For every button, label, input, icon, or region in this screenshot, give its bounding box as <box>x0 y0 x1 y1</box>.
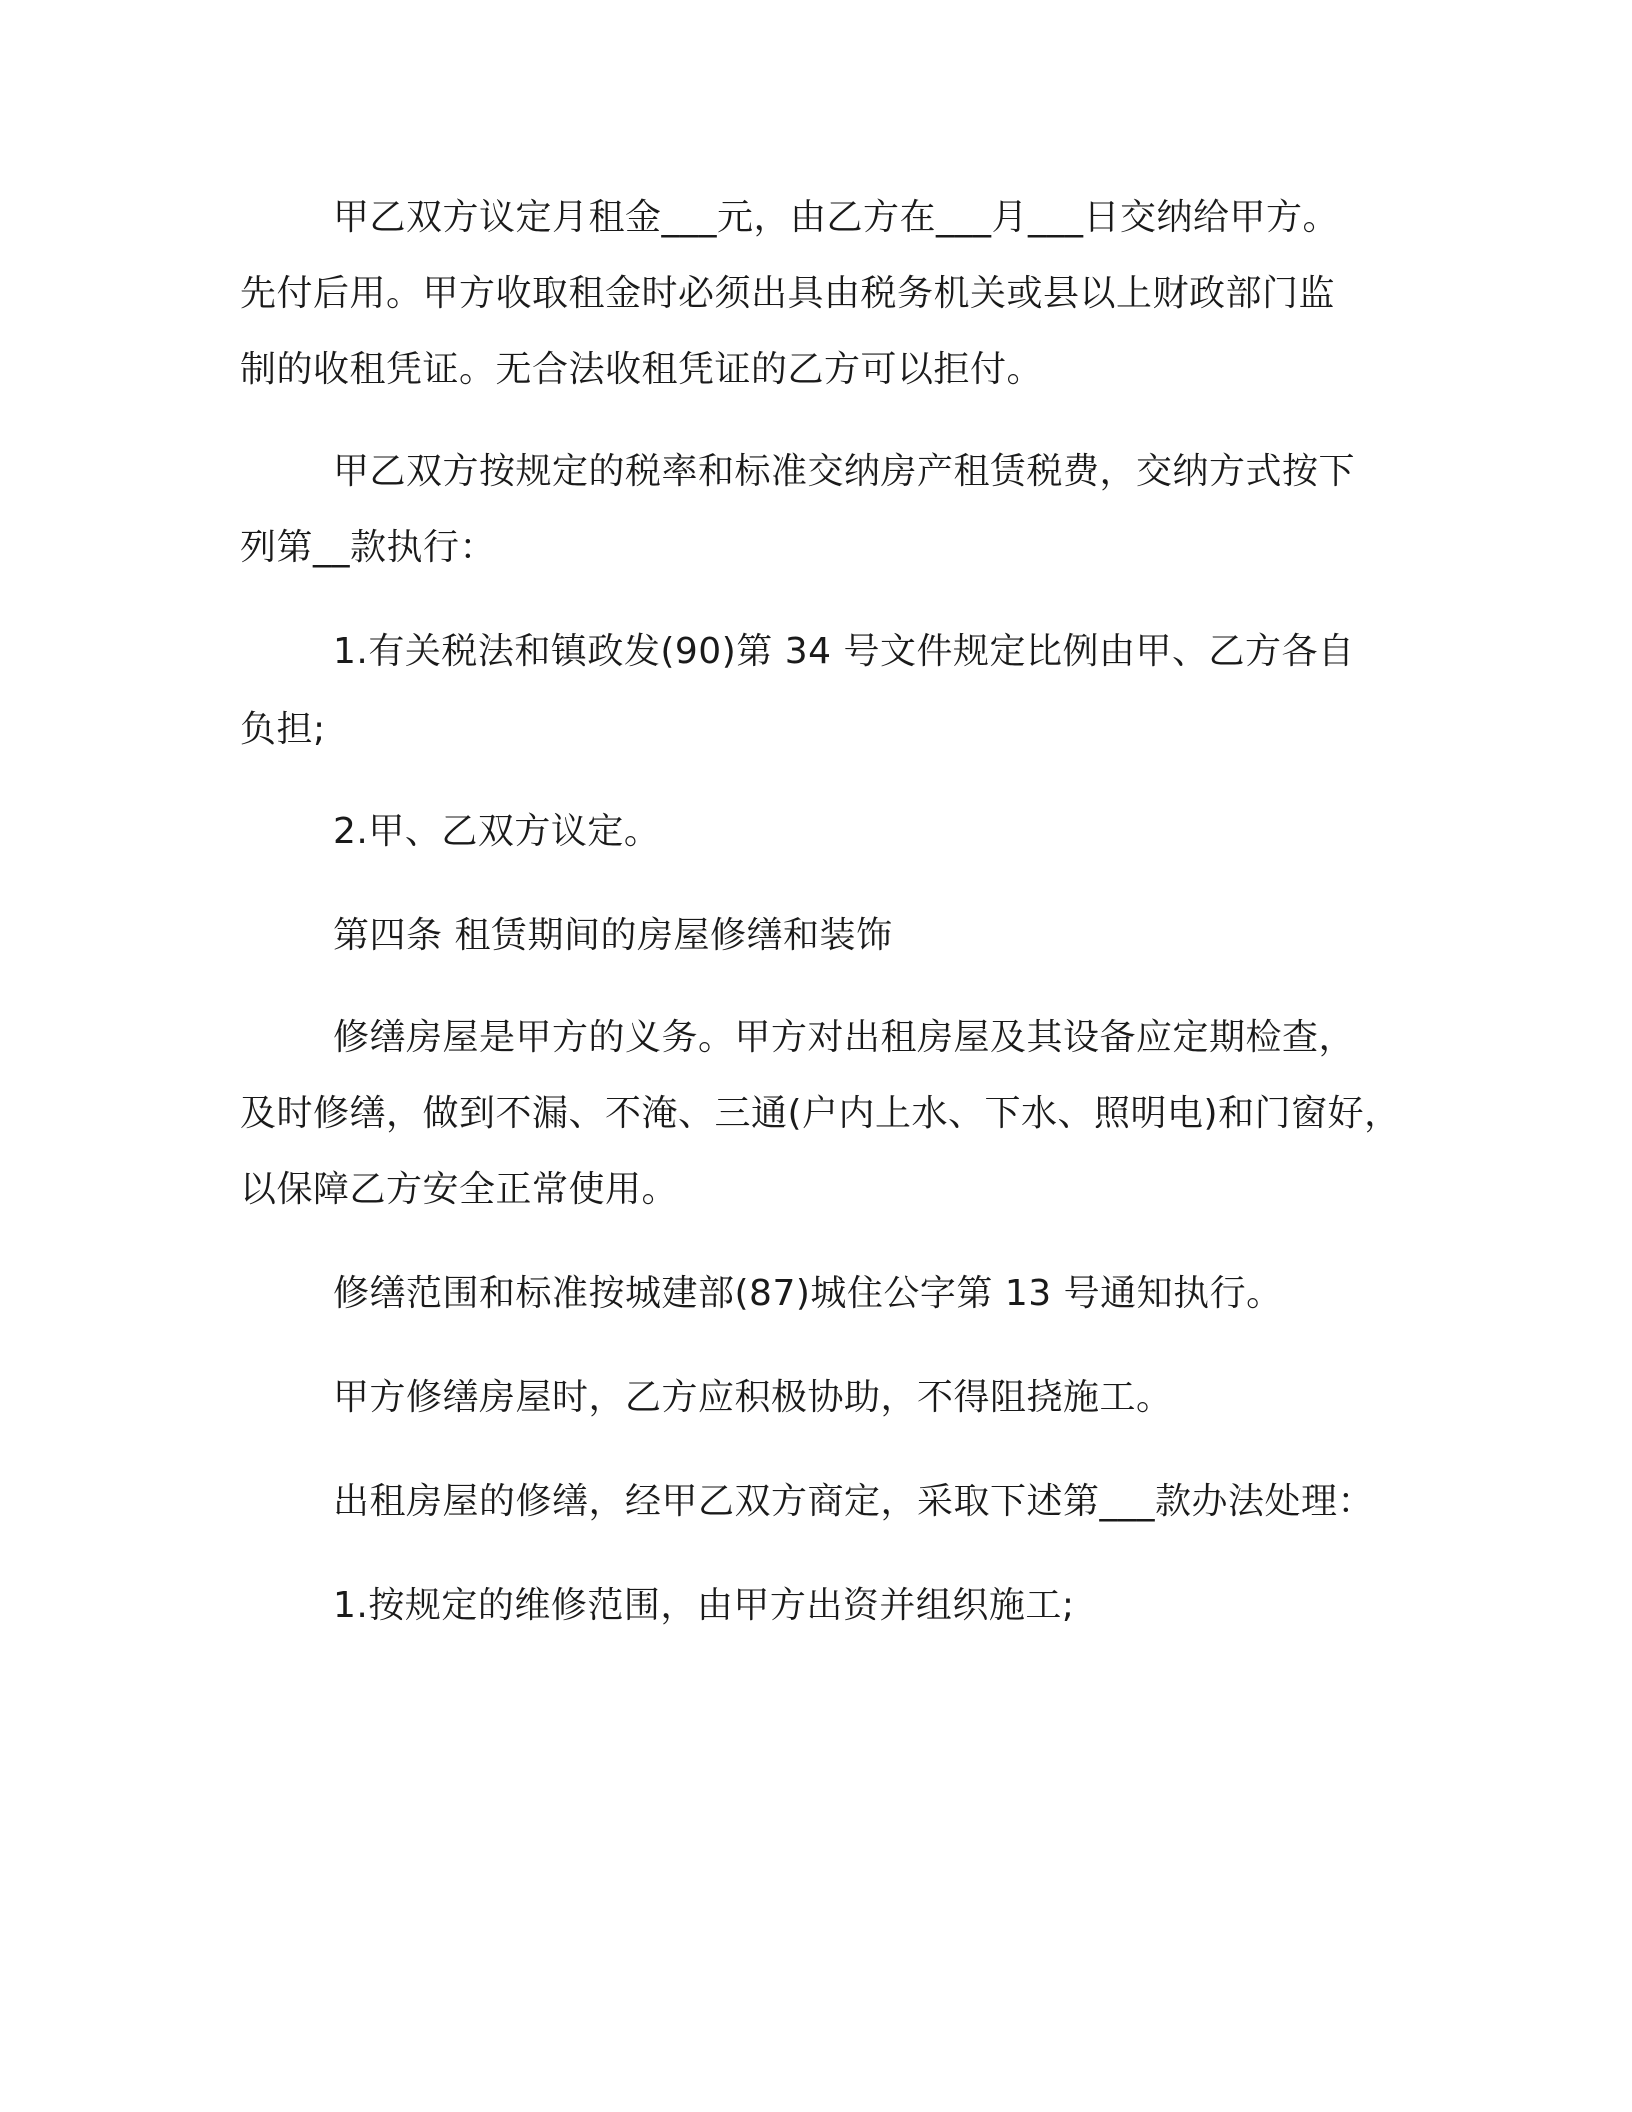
list-item-continuation: 负担; <box>240 709 326 750</box>
paragraph-line: 甲乙双方议定月租金___元，由乙方在___月___日交纳给甲方。 <box>333 197 1340 238</box>
paragraph-line: 列第__款执行： <box>240 527 497 568</box>
paragraph-line: 以保障乙方安全正常使用。 <box>240 1169 679 1210</box>
paragraph-line: 制的收租凭证。无合法收租凭证的乙方可以拒付。 <box>240 349 1044 390</box>
paragraph-line: 甲乙双方按规定的税率和标准交纳房产租赁税费，交纳方式按下 <box>333 451 1356 492</box>
section-heading: 第四条 租赁期间的房屋修缮和装饰 <box>333 915 893 956</box>
list-item: 1.按规定的维修范围，由甲方出资并组织施工; <box>333 1585 1075 1626</box>
paragraph-line: 修缮范围和标准按城建部(87)城住公字第 13 号通知执行。 <box>333 1273 1283 1314</box>
paragraph-line: 甲方修缮房屋时，乙方应积极协助，不得阻挠施工。 <box>333 1377 1173 1418</box>
paragraph-line: 修缮房屋是甲方的义务。甲方对出租房屋及其设备应定期检查， <box>333 1017 1356 1058</box>
paragraph-line: 及时修缮，做到不漏、不淹、三通(户内上水、下水、照明电)和门窗好， <box>240 1093 1401 1134</box>
list-item: 2.甲、乙双方议定。 <box>333 811 661 852</box>
paragraph-line: 出租房屋的修缮，经甲乙双方商定，采取下述第___款办法处理： <box>333 1481 1375 1522</box>
list-item: 1.有关税法和镇政发(90)第 34 号文件规定比例由甲、乙方各自 <box>333 631 1355 672</box>
paragraph-line: 先付后用。甲方收取租金时必须出具由税务机关或县以上财政部门监 <box>240 273 1336 314</box>
